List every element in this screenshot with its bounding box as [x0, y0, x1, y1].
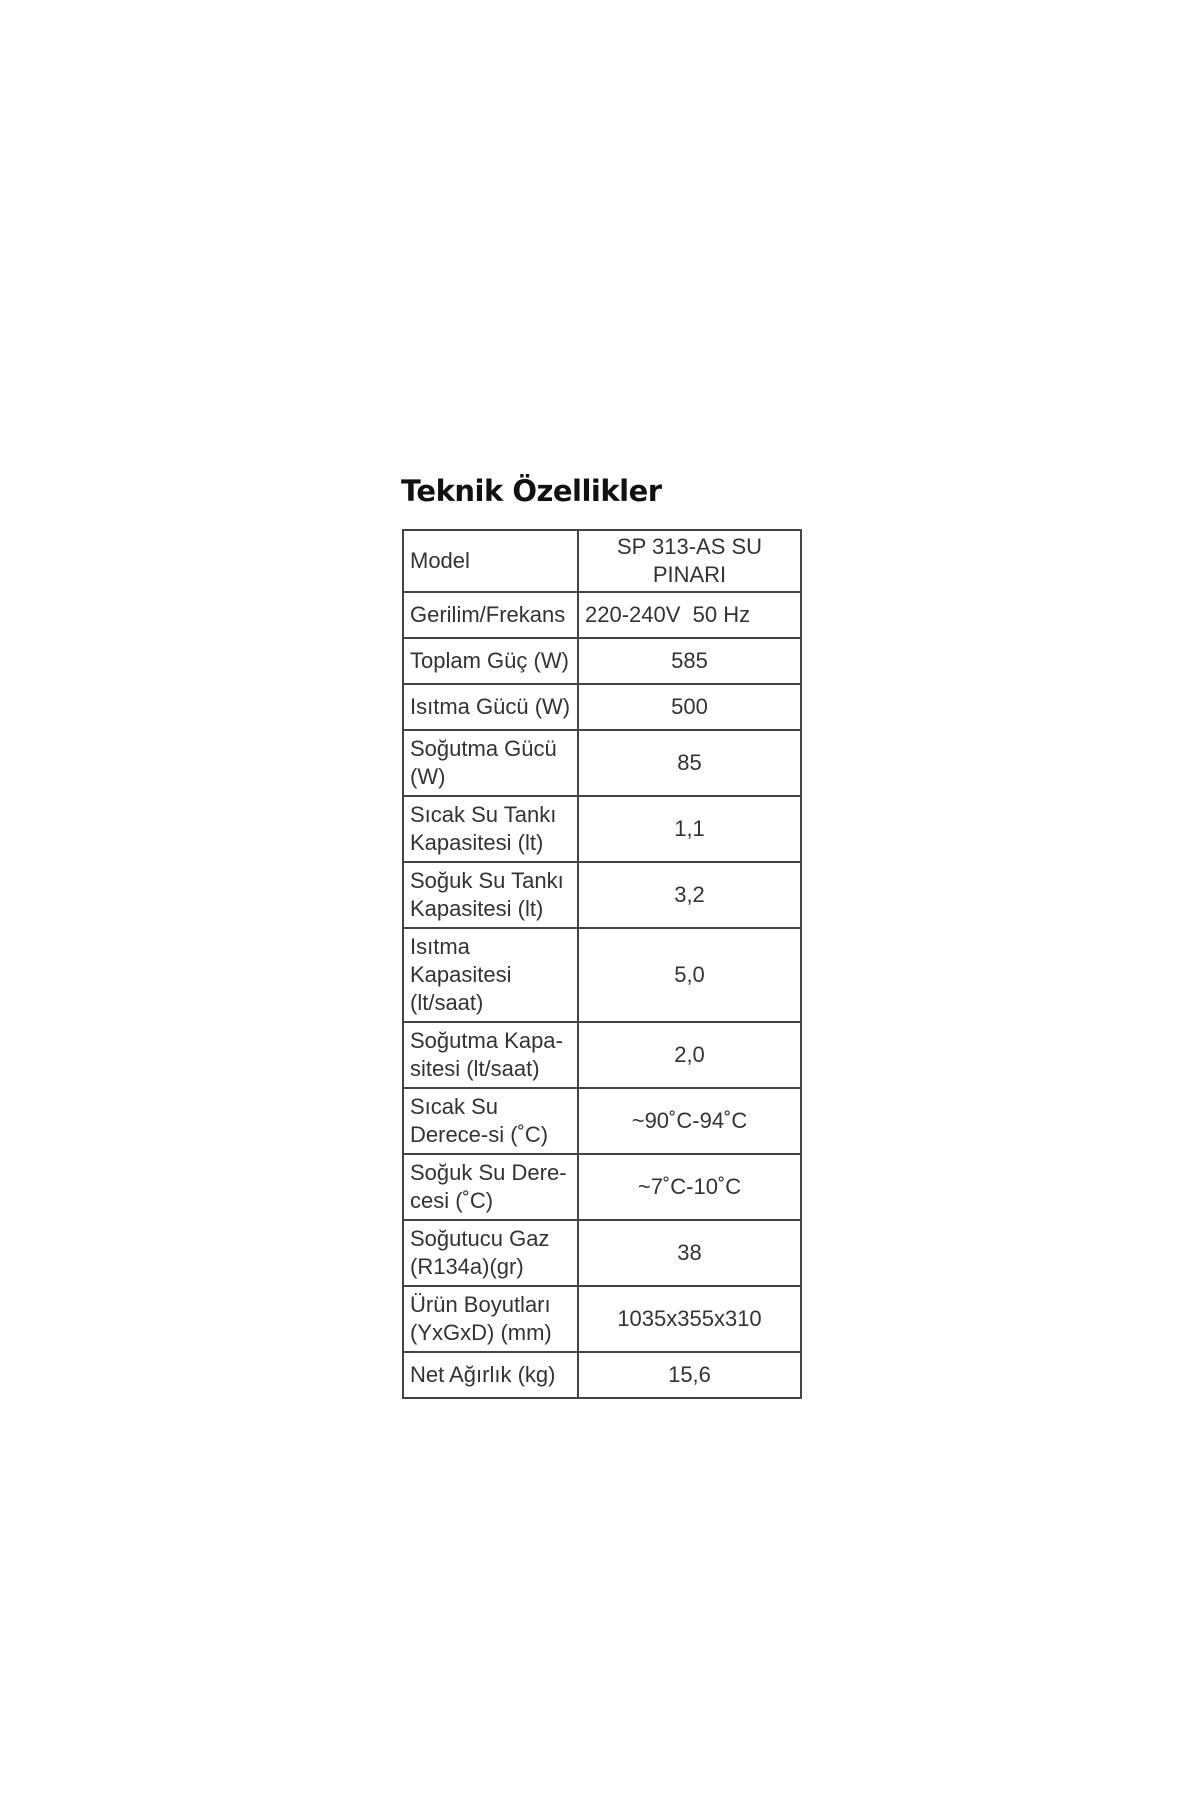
spec-label: Soğutma Kapa-sitesi (lt/saat)	[403, 1022, 578, 1088]
table-row	[403, 862, 801, 928]
spec-value: 500	[578, 684, 801, 730]
spec-value: 220-240V 50 Hz	[578, 592, 801, 638]
spec-label: Sıcak Su Tankı Kapasitesi (lt)	[403, 796, 578, 862]
spec-table-body	[403, 530, 801, 1398]
spec-value: ~7˚C-10˚C	[578, 1154, 801, 1220]
spec-label: Soğutucu Gaz (R134a)(gr)	[403, 1220, 578, 1286]
spec-value: 585	[578, 638, 801, 684]
spec-label: Soğuk Su Dere-cesi (˚C)	[403, 1154, 578, 1220]
table-row	[403, 638, 801, 684]
spec-label: Isıtma Gücü (W)	[403, 684, 578, 730]
table-row	[403, 1088, 801, 1154]
table-row	[403, 1286, 801, 1352]
spec-label: Gerilim/Frekans	[403, 592, 578, 638]
spec-label: Ürün Boyutları (YxGxD) (mm)	[403, 1286, 578, 1352]
spec-label: Soğutma Gücü (W)	[403, 730, 578, 796]
spec-label: Net Ağırlık (kg)	[403, 1352, 578, 1398]
spec-value: 5,0	[578, 928, 801, 1022]
spec-label: Model	[403, 530, 578, 592]
spec-value: 1035x355x310	[578, 1286, 801, 1352]
table-row	[403, 796, 801, 862]
table-row	[403, 530, 801, 592]
table-row	[403, 1154, 801, 1220]
table-row	[403, 928, 801, 1022]
table-row	[403, 684, 801, 730]
page-title: Teknik Özellikler	[401, 474, 662, 508]
spec-value: 1,1	[578, 796, 801, 862]
spec-label: Sıcak Su Derece-si (˚C)	[403, 1088, 578, 1154]
spec-value: 38	[578, 1220, 801, 1286]
table-row	[403, 1220, 801, 1286]
spec-table	[402, 529, 802, 1399]
spec-value: 85	[578, 730, 801, 796]
table-row	[403, 1022, 801, 1088]
spec-value: 15,6	[578, 1352, 801, 1398]
spec-value: 3,2	[578, 862, 801, 928]
table-row	[403, 1352, 801, 1398]
spec-label: Toplam Güç (W)	[403, 638, 578, 684]
table-row	[403, 592, 801, 638]
spec-value: ~90˚C-94˚C	[578, 1088, 801, 1154]
table-row	[403, 730, 801, 796]
spec-value: SP 313-AS SU PINARI	[578, 530, 801, 592]
spec-value: 2,0	[578, 1022, 801, 1088]
spec-label: Isıtma Kapasitesi (lt/saat)	[403, 928, 578, 1022]
spec-label: Soğuk Su Tankı Kapasitesi (lt)	[403, 862, 578, 928]
